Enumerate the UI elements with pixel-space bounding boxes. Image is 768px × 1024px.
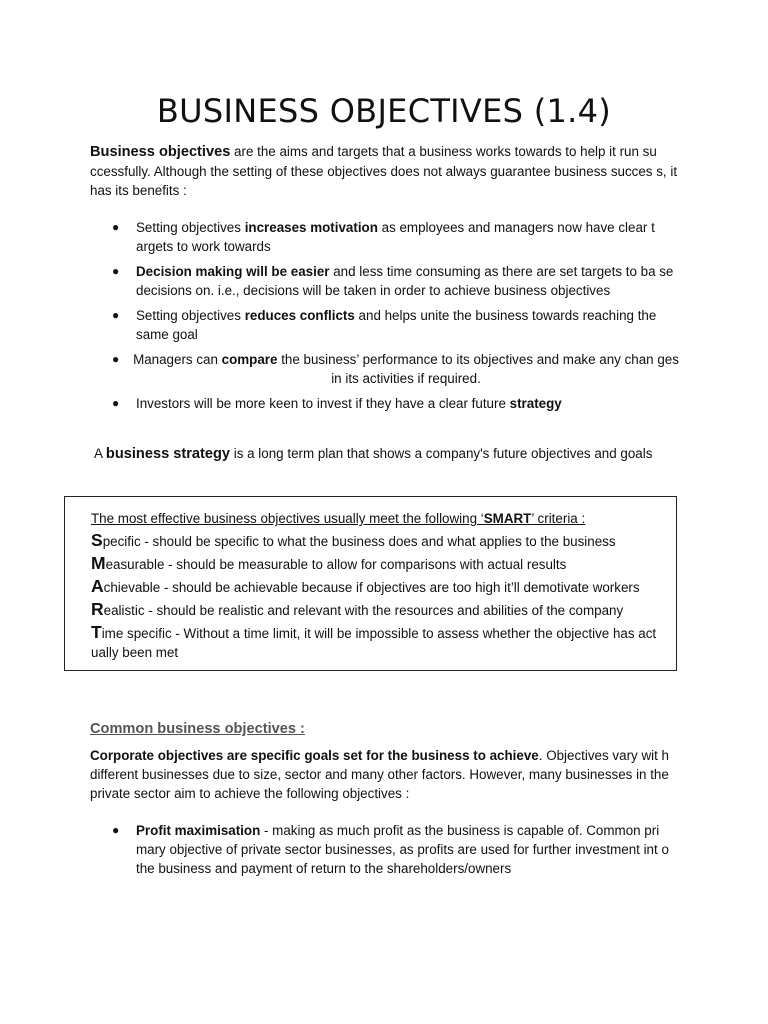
bullet-icon: ●	[112, 823, 120, 837]
smart-letter: S	[91, 530, 103, 550]
smart-text: easurable - should be measurable to allow for comparisons with actual results	[105, 557, 567, 572]
benefits-list	[90, 218, 682, 419]
smart-letter: R	[91, 599, 104, 619]
corporate-lead: Corporate objectives are specific goals set for the business to achieve	[90, 748, 539, 763]
smart-row-realistic	[91, 600, 676, 620]
smart-list	[91, 531, 676, 665]
strategy-paragraph	[94, 444, 694, 464]
list-item	[90, 306, 682, 344]
smart-criteria-box	[64, 496, 677, 671]
corporate-text: . Objectives vary wit h different businesses due to size, sector and many other factors. However, many businesses in the private sector aim to achieve the following objectives :	[90, 748, 669, 801]
benefit-post: the business’ performance to its objectives and make any chan ges in its activities if required.	[277, 352, 679, 386]
benefit-post: and helps unite the business towards reaching the same goal	[136, 308, 657, 342]
smart-letter: A	[91, 576, 104, 596]
list-item	[90, 218, 682, 256]
smart-heading	[91, 509, 585, 528]
intro-text: are the aims and targets that a business works towards to help it run su ccessfully. Although the setting of these objectives does not always guarantee business succes s, it has its benefits :	[90, 144, 678, 198]
strategy-pre: A	[94, 446, 106, 461]
smart-heading-pre: The most effective business objectives usually meet the following ‘	[91, 511, 484, 526]
list-item	[90, 262, 682, 300]
benefit-bold: compare	[221, 352, 278, 367]
smart-heading-bold: SMART	[483, 511, 532, 526]
smart-text: chievable - should be achievable because if objectives are too high it’ll demotivate workers	[103, 580, 640, 595]
benefit-bold: reduces conflicts	[244, 308, 355, 323]
common-objectives-heading: Common business objectives :	[90, 721, 305, 737]
benefit-pre: Managers can	[133, 352, 222, 367]
bullet-icon: ●	[112, 308, 120, 322]
benefit-bold: strategy	[509, 396, 562, 411]
bullet-icon: ●	[112, 264, 120, 278]
bullet-icon: ●	[112, 220, 120, 234]
benefit-pre: Setting objectives	[136, 308, 245, 323]
corporate-objectives-paragraph	[90, 746, 685, 803]
smart-letter: T	[91, 622, 102, 642]
benefit-pre: Setting objectives	[136, 220, 245, 235]
intro-paragraph	[90, 142, 690, 200]
smart-text: ime specific - Without a time limit, it will be impossible to assess whether the objective has act ually been met	[91, 626, 657, 660]
objectives-list	[90, 821, 682, 884]
list-item	[90, 394, 682, 413]
benefit-pre: Investors will be more keen to invest if they have a clear future	[136, 396, 510, 411]
list-item	[90, 821, 682, 878]
strategy-text: is a long term plan that shows a company's future objectives and goals	[230, 446, 653, 461]
objective-text: - making as much profit as the business is capable of. Common pri mary objective of private sector businesses, as profits are used for further investment int o the business and payment of return to the shareholders/owners	[136, 823, 669, 876]
strategy-lead: business strategy	[105, 446, 231, 462]
bullet-icon: ●	[112, 352, 120, 366]
smart-row-time-specific	[91, 623, 676, 662]
smart-row-specific	[91, 531, 676, 551]
page-title: BUSINESS OBJECTIVES (1.4)	[156, 92, 612, 130]
list-item	[90, 350, 682, 388]
benefit-post: as employees and managers now have clear t argets to work towards	[136, 220, 655, 254]
smart-text: pecific - should be specific to what the business does and what applies to the business	[102, 534, 616, 549]
benefit-bold: Decision making will be easier	[136, 264, 330, 279]
bullet-icon: ●	[112, 396, 120, 410]
benefit-post: and less time consuming as there are set targets to ba se decisions on. i.e., decisions will be taken in order to achieve business objectives	[136, 264, 674, 298]
benefit-bold: increases motivation	[244, 220, 378, 235]
intro-lead: Business objectives	[90, 144, 231, 160]
objective-bold: Profit maximisation	[136, 823, 261, 838]
smart-row-achievable	[91, 577, 676, 597]
smart-text: ealistic - should be realistic and relevant with the resources and abilities of the company	[103, 603, 624, 618]
smart-row-measurable	[91, 554, 676, 574]
smart-letter: M	[91, 553, 106, 573]
smart-heading-post: ’ criteria :	[531, 511, 586, 526]
